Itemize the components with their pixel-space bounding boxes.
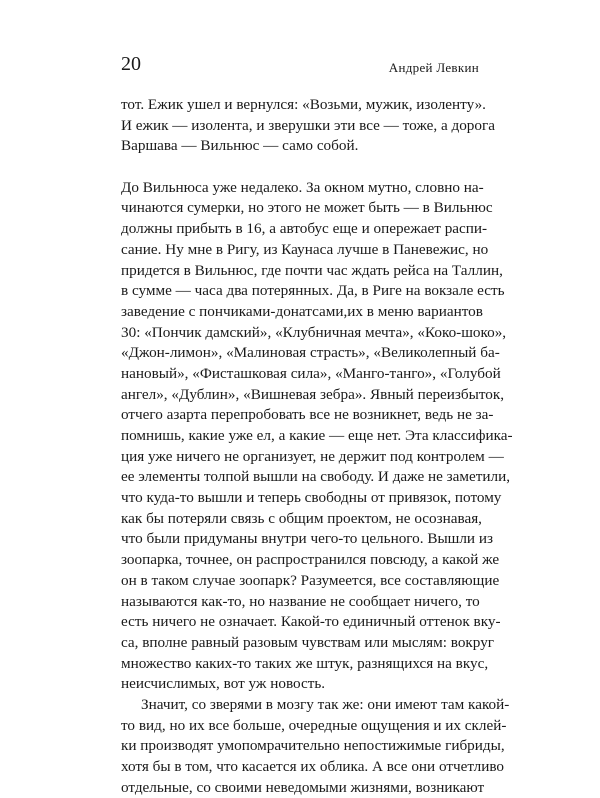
text-line: то вид, но их все больше, очередные ощущения и их склей-: [121, 716, 507, 734]
text-line: отчего азарта перепробовать все не возникнет, ведь не за-: [121, 406, 494, 424]
body-text: [121, 95, 513, 798]
text-line: ки производят умопомрачительно непостижимые гибриды,: [121, 737, 505, 755]
text-line: заведение с пончиками-донатсами,их в меню вариантов: [121, 302, 483, 320]
text-line: тот. Ежик ушел и вернулся: «Возьми, мужик, изоленту».: [121, 96, 486, 113]
text-line: что куда-то вышли и теперь свободны от привязок, потому: [121, 489, 502, 507]
text-line: Значит, со зверями в мозгу так же: они имеют там какой-: [141, 695, 510, 713]
text-line: множество каких-то таких же штук, разнящихся на вкус,: [121, 654, 489, 672]
text-line: придется в Вильнюс, где почти час ждать рейса на Таллин,: [121, 261, 503, 279]
text-line: неисчислимых, вот уж новость.: [121, 675, 326, 693]
text-line: «Джон-лимон», «Малиновая страсть», «Великолепный ба-: [121, 344, 500, 362]
text-line: называются как-то, но название не сообщает ничего, то: [121, 592, 480, 610]
text-line: хотя бы в том, что касается их облика. А все они отчетливо: [121, 758, 505, 775]
running-head-author: Андрей Левкин: [388, 60, 479, 75]
text-line: ее элементы толпой вышли на свободу. И даже не заметили,: [121, 468, 511, 486]
text-line: в сумме — часа два потерянных. Да, в Риге на вокзале есть: [121, 282, 505, 300]
text-line: что были придуманы внутри чего-то цельного. Вышли из: [121, 530, 493, 548]
text-line: должны прибыть в 16, а автобус еще и опережает распи-: [121, 220, 488, 238]
text-line: отдельные, со своими неведомыми жизнями, возникают: [121, 778, 485, 796]
paragraph-3: [121, 695, 510, 798]
text-line: До Вильнюса уже недалеко. За окном мутно, словно на-: [121, 178, 484, 196]
text-line: помнишь, какие уже ел, а какие — еще нет. Эта классифика-: [121, 427, 513, 444]
paragraph-1: [121, 95, 495, 157]
text-line: есть ничего не означает. Какой-то единичный оттенок вку-: [121, 613, 501, 631]
text-line: Варшава — Вильнюс — само собой.: [121, 137, 359, 155]
text-line: он в таком случае зоопарк? Разумеется, все составляющие: [121, 571, 500, 589]
text-line: нановый», «Фисташковая сила», «Манго-танго», «Голубой: [121, 364, 501, 382]
text-line: са, вполне равный разовым чувствам или мыслям: вокруг: [121, 633, 495, 651]
page-number: 20: [121, 53, 141, 75]
text-line: зоопарка, точнее, он распространился повсюду, а какой же: [121, 551, 500, 569]
text-line: как бы потеряли связь с общим проектом, не осознавая,: [121, 509, 482, 527]
text-line: И ежик — изолента, и зверушки эти все — тоже, а дорога: [121, 116, 495, 134]
text-line: сание. Ну мне в Ригу, из Каунаса лучше в Паневежис, но: [121, 240, 489, 258]
text-line: ция уже ничего не организует, не держит под контролем —: [121, 447, 504, 465]
text-line: ангел», «Дублин», «Вишневая зебра». Явный переизбыток,: [121, 385, 505, 403]
text-line: 30: «Пончик дамский», «Клубничная мечта», «Коко-шоко»,: [121, 323, 507, 341]
text-line: чинаются сумерки, но этого не может быть — в Вильнюс: [121, 199, 493, 217]
page-header: [121, 52, 479, 82]
paragraph-2: [121, 178, 513, 695]
